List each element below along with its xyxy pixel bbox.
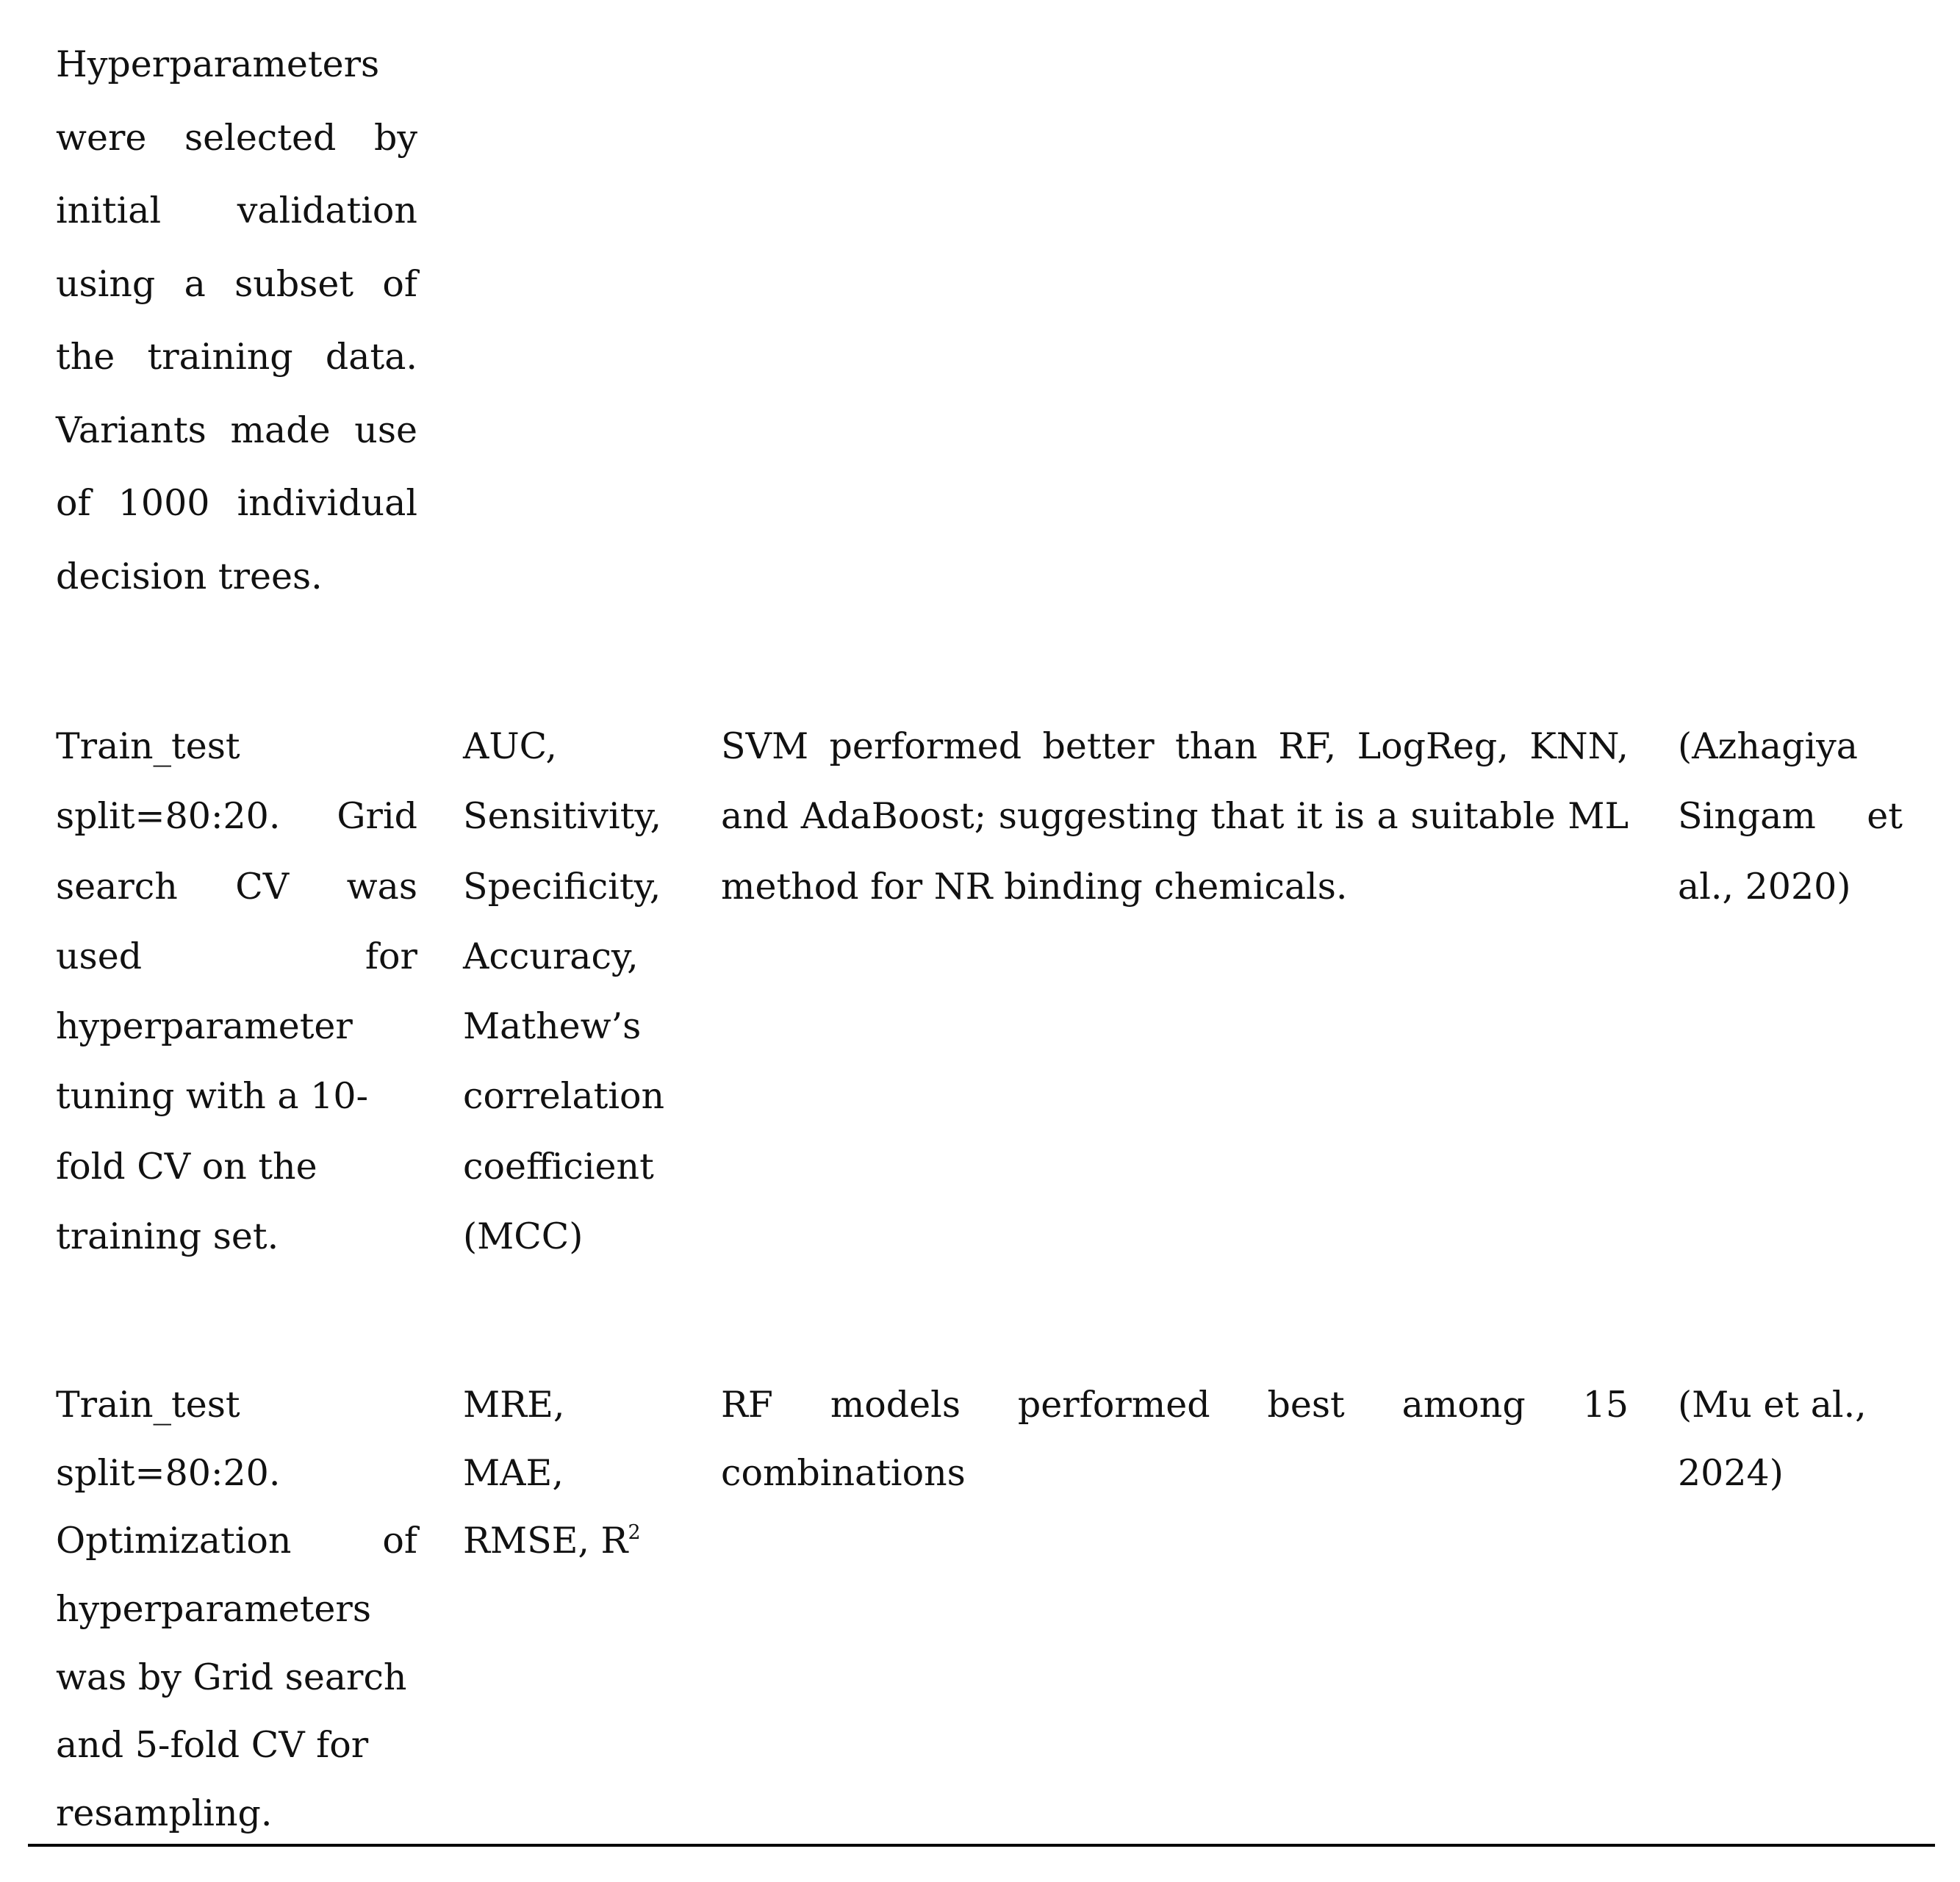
text-line: AUC, bbox=[463, 725, 558, 767]
table-bottom-rule bbox=[28, 1844, 1935, 1847]
text-line: search CV was bbox=[56, 865, 417, 908]
text-line: Optimization of bbox=[56, 1520, 417, 1562]
text-line: (Mu et al., bbox=[1678, 1384, 1867, 1426]
row-2-reference-cell bbox=[1678, 711, 1903, 922]
text-line: initial validation bbox=[56, 190, 417, 231]
text-line: split=80:20. Grid bbox=[56, 795, 417, 838]
text-line: (Azhagiya bbox=[1678, 725, 1859, 767]
text-line: Train_test bbox=[56, 725, 240, 767]
text-line: tuning with a 10- bbox=[56, 1075, 369, 1118]
text-line: of 1000 individual bbox=[56, 482, 417, 524]
text-line: coefficient bbox=[463, 1145, 654, 1188]
text-line: RF models performed best among 15 bbox=[721, 1384, 1629, 1426]
text-line: decision trees. bbox=[56, 555, 323, 597]
text-line: Train_test bbox=[56, 1384, 240, 1426]
text-line: split=80:20. bbox=[56, 1451, 281, 1494]
row-2-method-cell bbox=[56, 711, 417, 1271]
text-line: using a subset of bbox=[56, 262, 417, 305]
text-line: was by Grid search bbox=[56, 1656, 407, 1698]
text-line: Singam et bbox=[1678, 795, 1903, 838]
text-line: MRE, bbox=[463, 1384, 565, 1426]
text-line: resampling. bbox=[56, 1792, 273, 1835]
text-line: method for NR binding chemicals. bbox=[721, 865, 1348, 908]
text-line: Mathew’s bbox=[463, 1005, 642, 1048]
text-line: 2024) bbox=[1678, 1451, 1784, 1494]
row-3-method-cell bbox=[56, 1371, 417, 1848]
text-line: Hyperparameters bbox=[56, 43, 380, 85]
row-2-metrics-cell bbox=[463, 711, 672, 1271]
text-line: were selected by bbox=[56, 116, 417, 159]
row-3-metrics-cell bbox=[463, 1371, 672, 1576]
text-line: hyperparameters bbox=[56, 1588, 371, 1631]
text-line: (MCC) bbox=[463, 1215, 584, 1258]
text-line: fold CV on the bbox=[56, 1145, 317, 1188]
text-line: MAE, bbox=[463, 1451, 564, 1494]
text-line: Specificity, bbox=[463, 865, 661, 908]
text-line: correlation bbox=[463, 1075, 665, 1118]
text-line: combinations bbox=[721, 1451, 966, 1494]
row-3-findings-cell bbox=[721, 1371, 1629, 1507]
text-line: SVM performed better than RF, LogReg, KNN, bbox=[721, 725, 1629, 767]
text-line: al., 2020) bbox=[1678, 865, 1851, 908]
text-line: hyperparameter bbox=[56, 1005, 353, 1048]
superscript-two: 2 bbox=[628, 1521, 641, 1545]
text-line: Accuracy, bbox=[463, 935, 639, 977]
text-line: used for bbox=[56, 935, 417, 977]
row-1-method-cell bbox=[56, 28, 417, 613]
text-line: Variants made use bbox=[56, 409, 417, 451]
metric-text: RMSE, R bbox=[463, 1520, 628, 1562]
text-line: and AdaBoost; suggesting that it is a suitable ML bbox=[721, 795, 1629, 838]
text-line: and 5-fold CV for bbox=[56, 1724, 369, 1767]
row-3-reference-cell bbox=[1678, 1371, 1903, 1507]
text-line: the training data. bbox=[56, 336, 417, 378]
text-line bbox=[463, 1507, 672, 1576]
text-line: Sensitivity, bbox=[463, 795, 662, 838]
row-2-findings-cell bbox=[721, 711, 1629, 922]
text-line: training set. bbox=[56, 1215, 279, 1258]
